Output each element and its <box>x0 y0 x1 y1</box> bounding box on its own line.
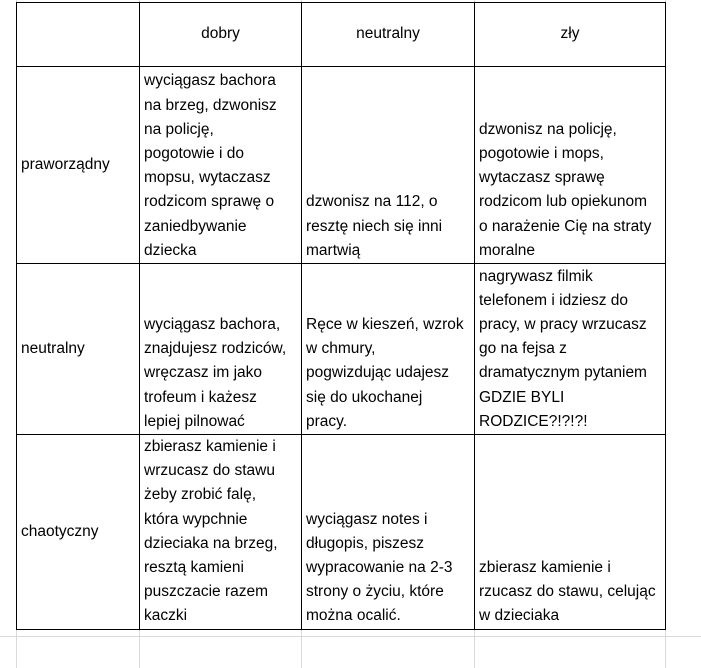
row-label-praworzadny[interactable]: praworządny <box>17 67 140 264</box>
header-cell-corner[interactable] <box>17 3 140 67</box>
header-cell-dobry[interactable]: dobry <box>140 3 302 67</box>
table-cell[interactable]: zbierasz kamienie i wrzucasz do stawu żeby zrobić falę, która wypchnie dzieciaka na brzeg, resztą kamieni puszczacie razem kaczki <box>140 435 302 630</box>
alignment-table <box>16 2 666 630</box>
header-cell-neutralny[interactable]: neutralny <box>302 3 475 67</box>
table-cell[interactable]: Ręce w kieszeń, wzrok w chmury, pogwizdując udajesz się do ukochanej pracy. <box>302 264 475 435</box>
table-cell[interactable]: dzwonisz na policję, pogotowie i mops, wytaczasz sprawę rodzicom lub opiekunom o narażenie Cię na straty moralne <box>475 67 666 264</box>
gridline <box>0 636 701 637</box>
header-cell-zly[interactable]: zły <box>475 3 666 67</box>
row-label-neutralny[interactable]: neutralny <box>17 264 140 435</box>
table-row <box>17 435 666 630</box>
table-cell[interactable]: zbierasz kamienie i rzucasz do stawu, celując w dzieciaka <box>475 435 666 630</box>
table-row <box>17 264 666 435</box>
header-row <box>17 3 666 67</box>
table-cell[interactable]: nagrywasz filmik telefonem i idziesz do pracy, w pracy wrzucasz go na fejsa z dramatycznym pytaniem GDZIE BYLI RODZICE?!?!?! <box>475 264 666 435</box>
row-label-chaotyczny[interactable]: chaotyczny <box>17 435 140 630</box>
table-cell[interactable]: wyciągasz bachora, znajdujesz rodziców, wręczasz im jako trofeum i każesz lepiej pilnować <box>140 264 302 435</box>
table-row <box>17 67 666 264</box>
table-cell[interactable]: wyciągasz bachora na brzeg, dzwonisz na policję, pogotowie i do mopsu, wytaczasz rodzicom sprawę o zaniedbywanie dziecka <box>140 67 302 264</box>
table-cell[interactable]: wyciągasz notes i długopis, piszesz wypracowanie na 2-3 strony o życiu, które można ocalić. <box>302 435 475 630</box>
table-cell[interactable]: dzwonisz na 112, o resztę niech się inni martwią <box>302 67 475 264</box>
